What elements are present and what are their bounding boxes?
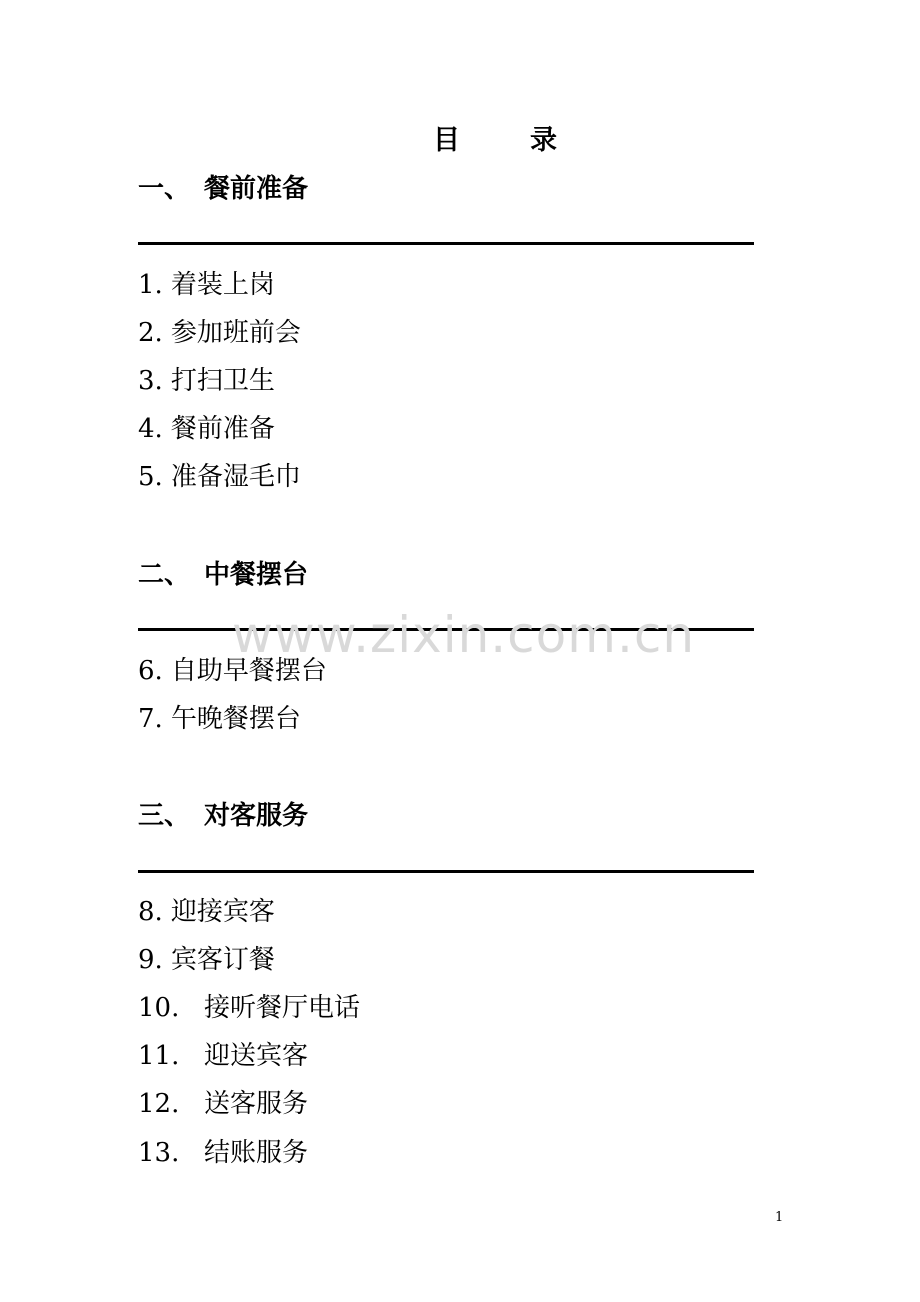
toc-item <box>138 1132 308 1169</box>
section-heading-2 <box>138 554 308 591</box>
section-divider <box>138 242 754 245</box>
item-label: 参加班前会 <box>170 318 301 348</box>
item-label: 午晚餐摆台 <box>170 704 301 734</box>
item-label: 餐前准备 <box>170 414 275 444</box>
toc-title-char-2: 录 <box>530 125 557 156</box>
item-number: 4. <box>138 414 163 444</box>
item-label: 迎接宾客 <box>170 897 275 927</box>
toc-title <box>0 118 920 157</box>
section-heading-1 <box>138 168 308 205</box>
item-number: 5. <box>138 462 163 492</box>
item-label: 接听餐厅电话 <box>204 993 361 1023</box>
section-label: 中餐摆台 <box>204 560 309 590</box>
page-number: 1 <box>775 1210 784 1225</box>
toc-item <box>138 1035 308 1072</box>
item-number: 9. <box>138 945 163 975</box>
item-number: 2. <box>138 318 163 348</box>
item-number: 12. <box>138 1089 180 1119</box>
item-number: 13. <box>138 1138 180 1168</box>
toc-item <box>138 1083 308 1120</box>
watermark: www.zixin.com.cn <box>232 606 696 664</box>
toc-title-char-1: 目 <box>433 125 460 156</box>
item-label: 宾客订餐 <box>170 945 275 975</box>
toc-item <box>138 987 360 1024</box>
toc-item <box>138 312 301 349</box>
item-number: 11. <box>138 1041 180 1071</box>
section-number: 三、 <box>138 801 191 831</box>
item-label: 送客服务 <box>204 1089 309 1119</box>
section-number: 二、 <box>138 560 191 590</box>
item-label: 结账服务 <box>204 1138 309 1168</box>
toc-item <box>138 698 301 735</box>
item-number: 8. <box>138 897 163 927</box>
item-number: 1. <box>138 270 163 300</box>
item-number: 7. <box>138 704 163 734</box>
toc-item <box>138 408 275 445</box>
toc-item <box>138 939 275 976</box>
toc-item <box>138 456 301 493</box>
toc-item <box>138 264 275 301</box>
item-number: 3. <box>138 366 163 396</box>
item-label: 自助早餐摆台 <box>170 656 327 686</box>
item-label: 准备湿毛巾 <box>170 462 301 492</box>
item-label: 迎送宾客 <box>204 1041 309 1071</box>
section-number: 一、 <box>138 174 191 204</box>
section-label: 餐前准备 <box>204 174 309 204</box>
section-label: 对客服务 <box>204 801 309 831</box>
toc-item <box>138 360 275 397</box>
item-number: 6. <box>138 656 163 686</box>
item-number: 10. <box>138 993 180 1023</box>
item-label: 打扫卫生 <box>170 366 275 396</box>
section-divider <box>138 870 754 873</box>
toc-item <box>138 891 275 928</box>
item-label: 着装上岗 <box>170 270 275 300</box>
section-heading-3 <box>138 795 308 832</box>
